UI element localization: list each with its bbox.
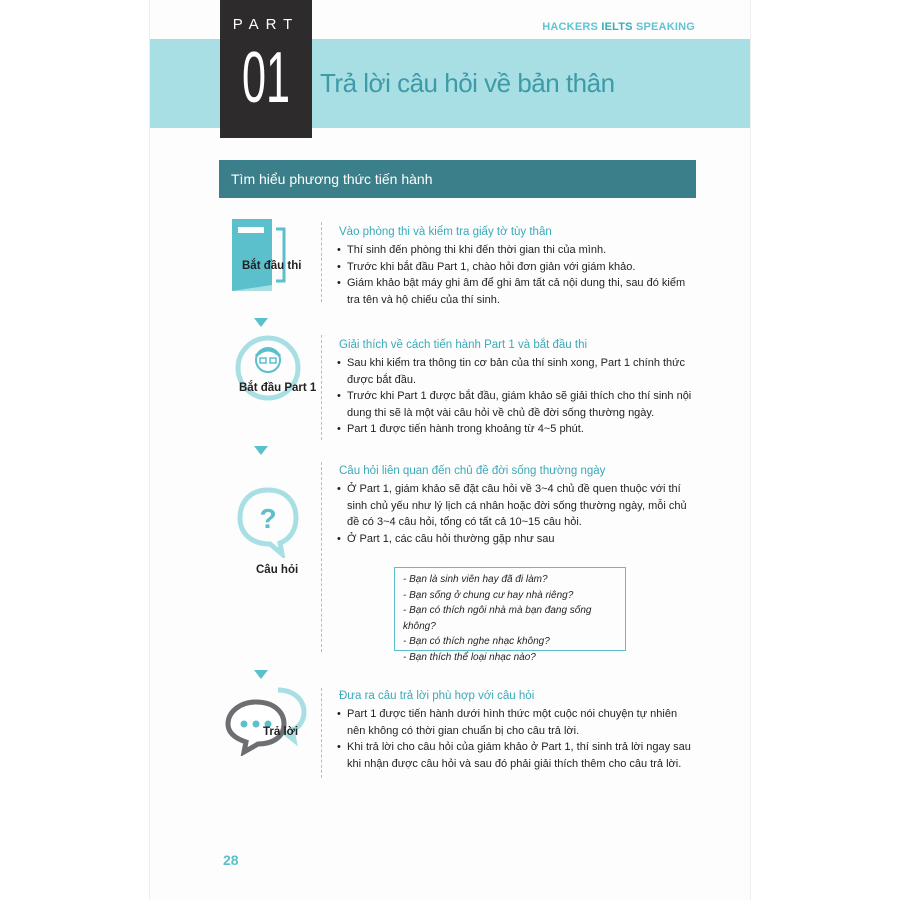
bullet-item: • Trước khi Part 1 được bắt đầu, giám khảo sẽ giải thích cho thí sinh nội dung thi sẽ là một vài câu hỏi về chủ đề đời sống thường ngày. xyxy=(337,388,697,421)
door-icon xyxy=(230,215,294,295)
step-label: Trả lời xyxy=(263,726,299,738)
bullet-item: • Trước khi bắt đầu Part 1, chào hỏi đơn giản với giám khảo. xyxy=(337,259,697,276)
question-bubble-icon xyxy=(236,486,300,558)
part-badge xyxy=(220,0,312,138)
step-title: Đưa ra câu trả lời phù hợp với câu hỏi xyxy=(339,690,535,702)
step-label: Câu hỏi xyxy=(256,564,299,576)
example-question: - Bạn có thích ngôi nhà mà bạn đang sống không? xyxy=(403,605,592,632)
examiner-face-icon xyxy=(234,334,306,406)
svg-text:?: ? xyxy=(259,503,277,534)
chapter-title: Trả lời câu hỏi về bản thân xyxy=(320,68,615,98)
bullet-item: • Ở Part 1, giám khảo sẽ đặt câu hỏi về 3~4 chủ đề quen thuộc với thí sinh chủ yếu như lý lịch cá nhân hoặc đời sống thường ngày, mỗi chủ đề có 3~4 câu hỏi, tổng có tất cả 10~15 câu hỏi. xyxy=(337,481,697,531)
bullet-item: • Giám khảo bật máy ghi âm để ghi âm tất cả nội dung thi, sau đó kiểm tra tên và hộ chiếu của thí sinh. xyxy=(337,275,697,308)
step-bullets xyxy=(337,242,697,308)
step-title: Câu hỏi liên quan đến chủ đề đời sống thường ngày xyxy=(339,465,606,477)
step-divider xyxy=(321,335,322,440)
bullet-item: • Sau khi kiểm tra thông tin cơ bản của thí sinh xong, Part 1 chính thức được bắt đầu. xyxy=(337,355,697,388)
bullet-item: • Thí sinh đến phòng thi khi đến thời gian thi của mình. xyxy=(337,242,697,259)
step-label: Bắt đầu thi xyxy=(242,260,302,272)
bullet-item: • Part 1 được tiến hành dưới hình thức một cuộc nói chuyện tự nhiên nên không có thời gian chuẩn bị cho câu trả lời. xyxy=(337,706,697,739)
brand-suffix: SPEAKING xyxy=(635,21,695,33)
step-divider xyxy=(321,222,322,302)
flow-arrow-icon xyxy=(254,670,268,679)
example-question: - Bạn có thích nghe nhạc không? xyxy=(403,636,550,647)
step-bullets xyxy=(337,706,697,772)
chat-bubbles-icon xyxy=(222,686,312,756)
example-question: - Bạn sống ở chung cư hay nhà riêng? xyxy=(403,589,574,601)
step-divider xyxy=(321,688,322,778)
bullet-item: • Khi trả lời cho câu hỏi của giám khảo ở Part 1, thí sinh trả lời ngay sau khi nhận được câu hỏi và sau đó phải giải thích thêm cho câu trả lời. xyxy=(337,739,697,772)
page-number: 28 xyxy=(223,852,239,868)
step-bullets xyxy=(337,481,697,547)
brand-main: IELTS xyxy=(601,21,633,33)
example-question: - Bạn là sinh viên hay đã đi làm? xyxy=(403,574,548,585)
part-number: 01 xyxy=(241,38,291,118)
section-title: Tìm hiểu phương thức tiến hành xyxy=(231,171,433,187)
brand-prefix: HACKERS xyxy=(542,21,599,33)
step-title: Vào phòng thi và kiểm tra giấy tờ tùy thân xyxy=(339,226,552,238)
book-page xyxy=(150,0,750,900)
flow-arrow-icon xyxy=(254,318,268,327)
step-title: Giải thích về cách tiến hành Part 1 và bắt đầu thi xyxy=(339,339,588,351)
bullet-item: • Part 1 được tiến hành trong khoảng từ 4~5 phút. xyxy=(337,421,697,438)
bullet-item: • Ở Part 1, các câu hỏi thường gặp như sau xyxy=(337,531,697,548)
example-question: - Bạn thích thể loại nhạc nào? xyxy=(403,651,536,663)
section-bar xyxy=(219,160,696,198)
brand-header xyxy=(542,21,695,33)
example-questions-box xyxy=(394,567,626,663)
step-label: Bắt đầu Part 1 xyxy=(239,382,317,394)
flow-arrow-icon xyxy=(254,446,268,455)
step-bullets xyxy=(337,355,697,438)
step-divider xyxy=(321,462,322,652)
part-word: PART xyxy=(232,16,300,33)
